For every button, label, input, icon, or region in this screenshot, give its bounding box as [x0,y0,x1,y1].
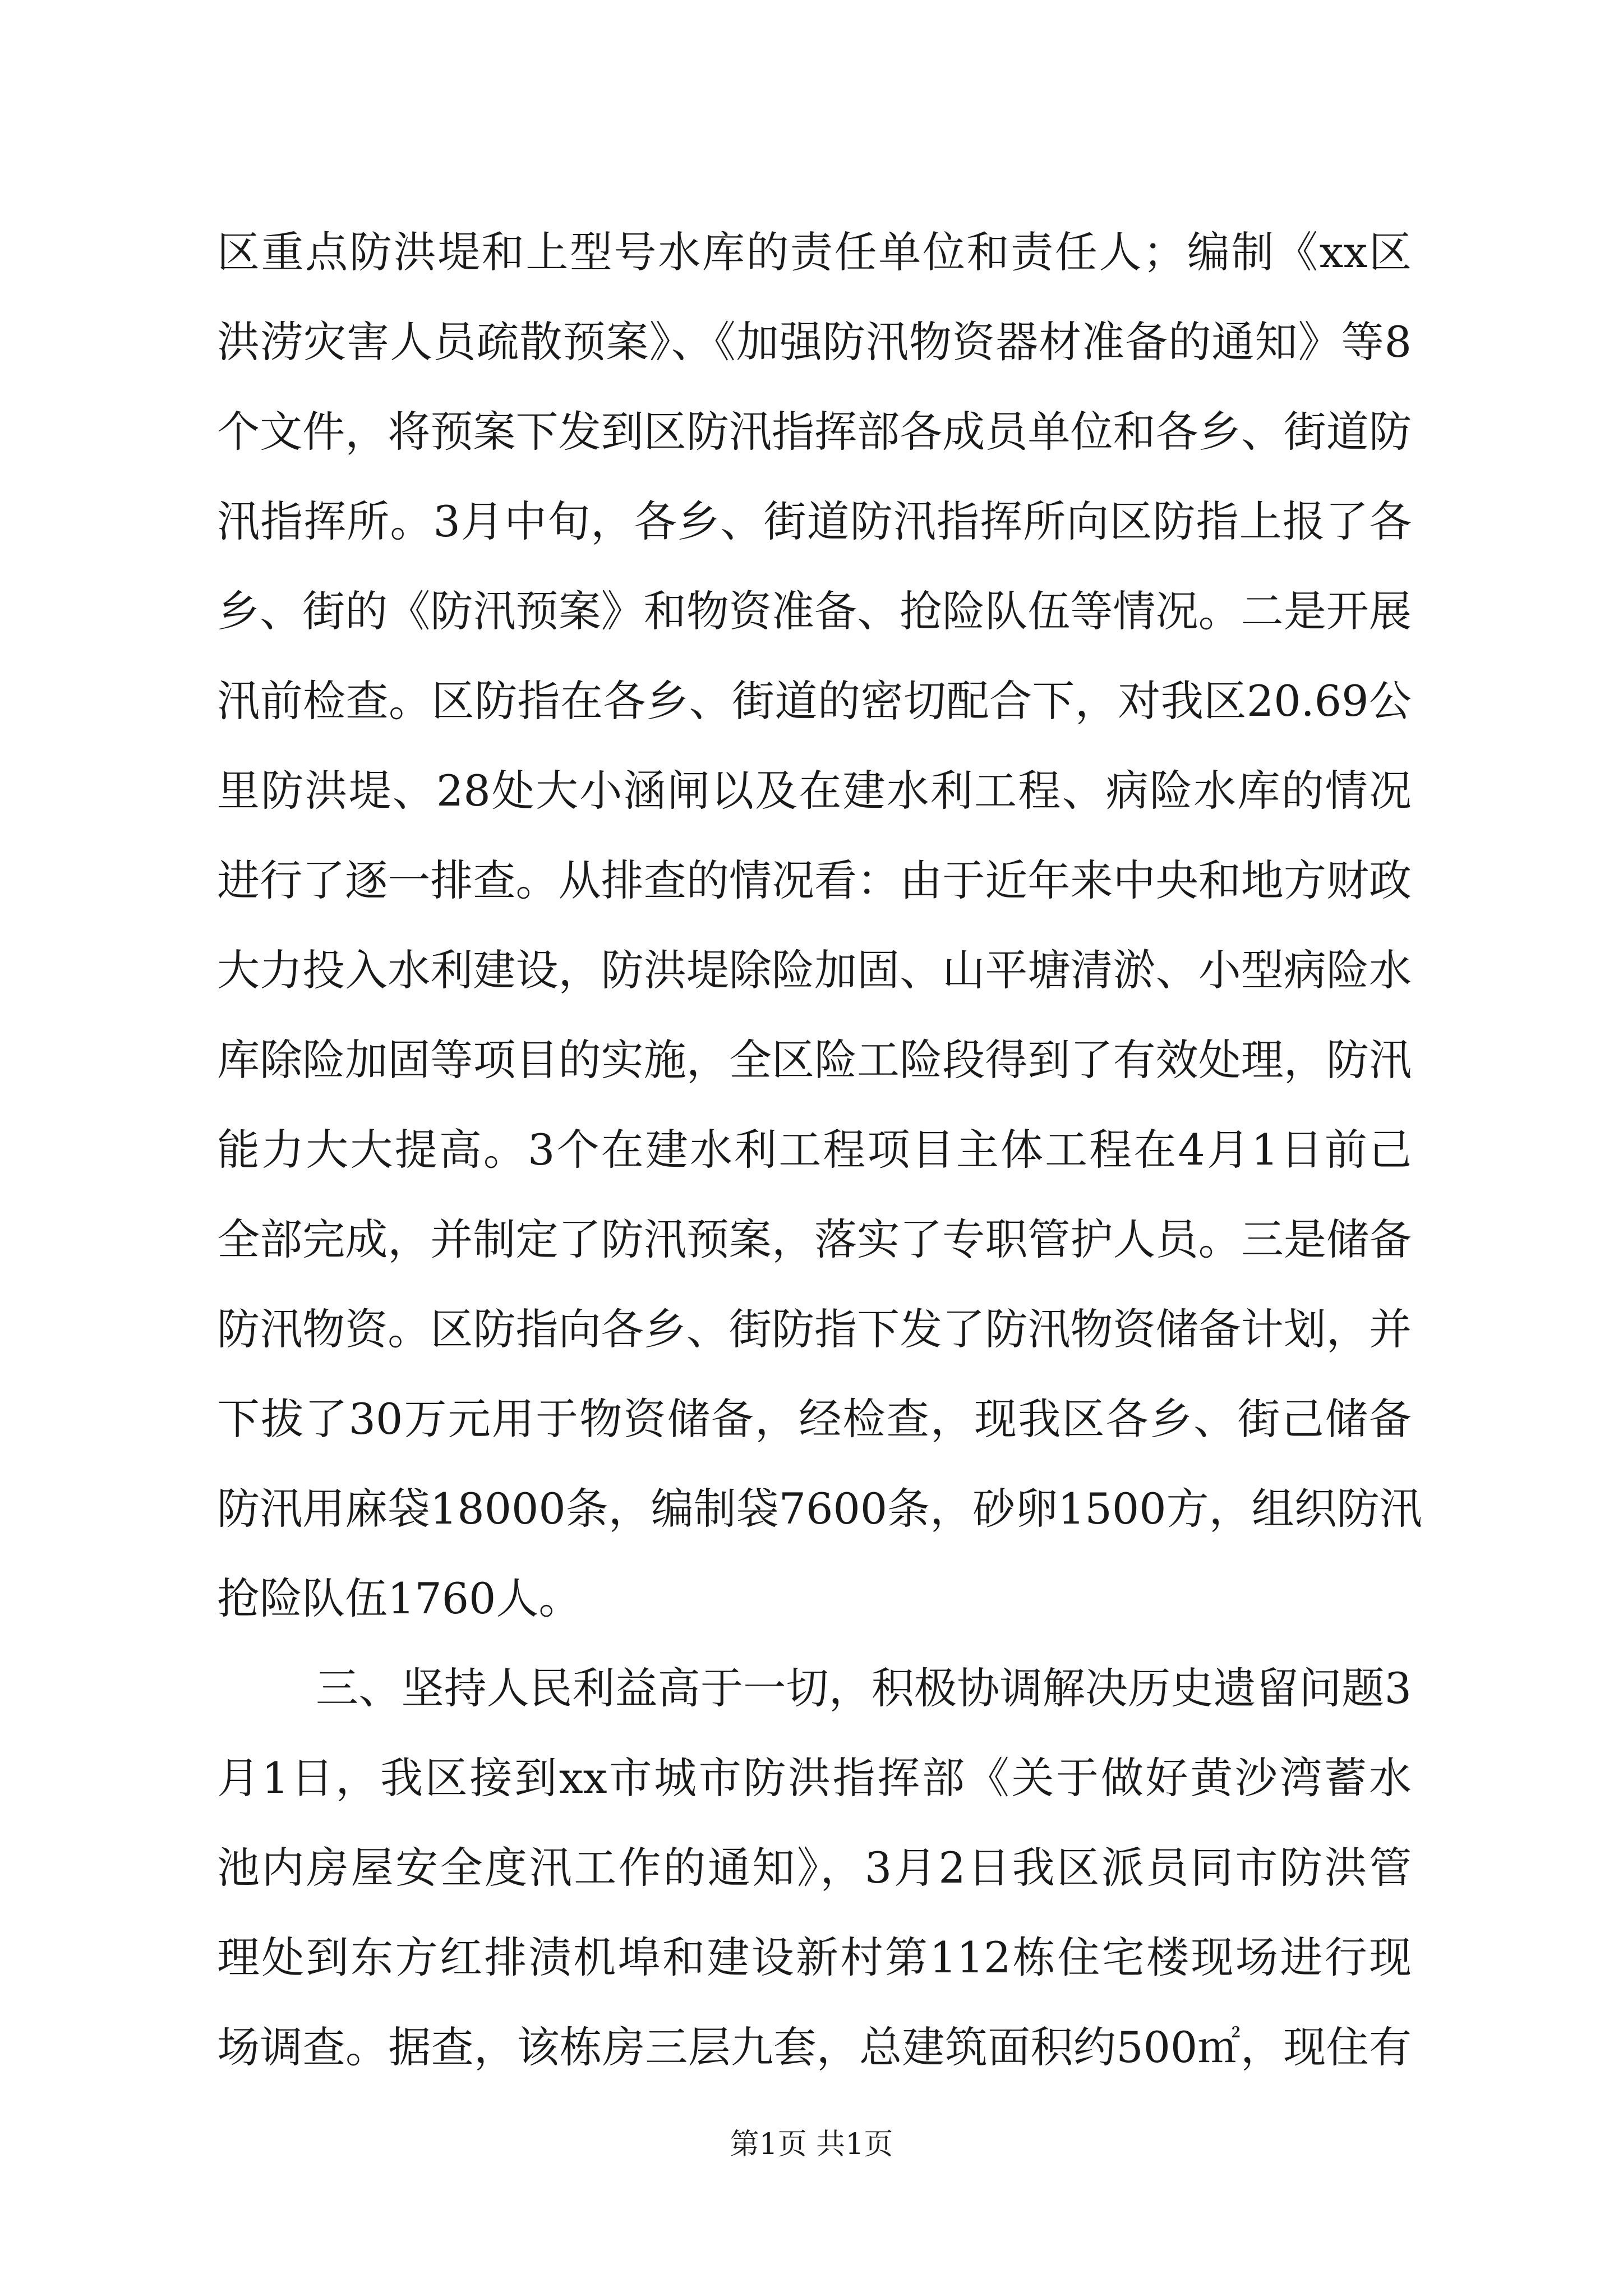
text-line: 下拔了30万元用于物资储备，经检查，现我区各乡、街己储备 [217,1394,1412,1444]
text-line: 防汛用麻袋18000条，编制袋7600条，砂卵1500方，组织防汛 [217,1484,1422,1534]
text-line: 进行了逐一排查。从排查的情况看：由于近年来中央和地方财政 [217,855,1412,905]
text-line: 理处到东方红排渍机埠和建设新村第112栋住宅楼现场进行现 [217,1932,1412,1982]
text-line: 汛前检查。区防指在各乡、街道的密切配合下，对我区20.69公 [217,676,1412,726]
text-line: 全部完成，并制定了防汛预案，落实了专职管护人员。三是储备 [217,1214,1412,1264]
text-line: 场调查。据查，该栋房三层九套，总建筑面积约500㎡，现住有 [217,2022,1412,2072]
page-number-footer: 第1页 共1页 [730,2128,893,2161]
text-line: 区重点防洪堤和上型号水库的责任单位和责任人；编制《xx区 [217,227,1412,277]
text-line: 抢险队伍1760人。 [217,1573,582,1623]
text-line: 个文件，将预案下发到区防汛指挥部各成员单位和各乡、街道防 [217,407,1412,457]
text-line: 防汛物资。区防指向各乡、街防指下发了防汛物资储备计划，并 [217,1304,1412,1354]
text-line: 池内房屋安全度汛工作的通知》，3月2日我区派员同市防洪管 [217,1843,1412,1893]
text-line: 库除险加固等项目的实施，全区险工险段得到了有效处理，防汛 [217,1035,1412,1085]
section-heading-line: 三、坚持人民利益高于一切，积极协调解决历史遗留问题3 [316,1663,1412,1713]
text-line: 乡、街的《防汛预案》和物资准备、抢险队伍等情况。二是开展 [217,586,1412,636]
text-line: 里防洪堤、28处大小涵闸以及在建水利工程、病险水库的情况 [217,766,1412,816]
text-line: 大力投入水利建设，防洪堤除险加固、山平塘清淤、小型病险水 [217,945,1412,995]
text-line: 能力大大提高。3个在建水利工程项目主体工程在4月1日前己 [217,1125,1412,1175]
text-line: 汛指挥所。3月中旬，各乡、街道防汛指挥所向区防指上报了各 [217,496,1412,546]
text-line: 月1日，我区接到xx市城市防洪指挥部《关于做好黄沙湾蓄水 [217,1753,1412,1803]
text-line: 洪涝灾害人员疏散预案》、《加强防汛物资器材准备的通知》等8 [217,317,1412,367]
